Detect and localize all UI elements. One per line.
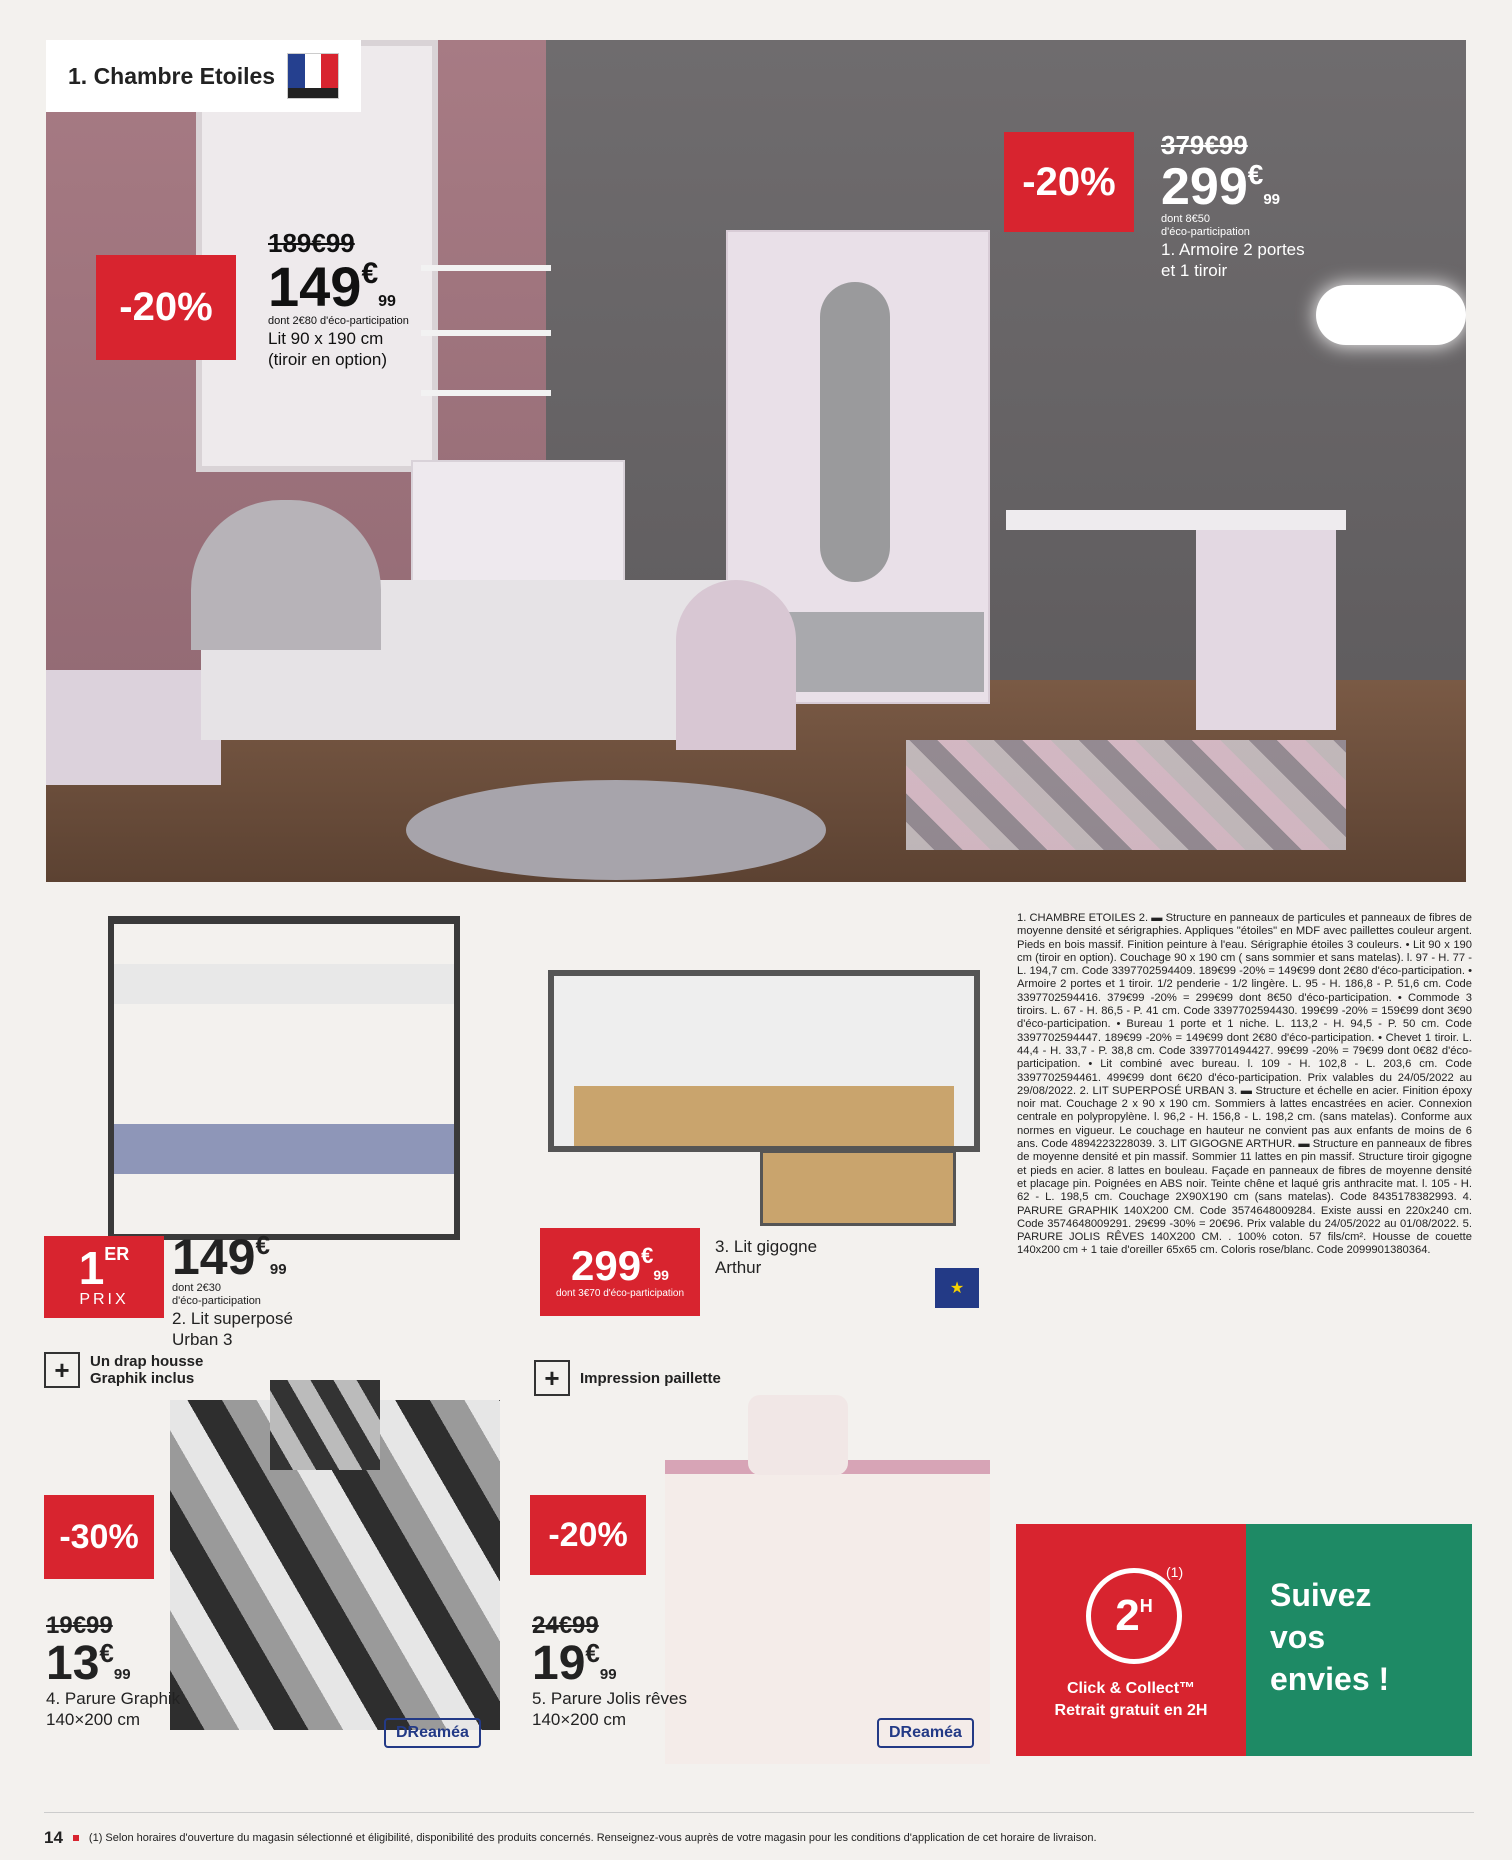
footer <box>44 1828 1097 1848</box>
plus-icon: + <box>534 1360 570 1396</box>
graphik-name: 4. Parure Graphik <box>46 1689 181 1708</box>
bunk-price-block <box>172 1229 293 1350</box>
bunk-bed-image <box>108 916 460 1240</box>
wardrobe-price-int: 299 <box>1161 158 1248 216</box>
graphik-price-block <box>46 1612 180 1730</box>
bunk-name: 2. Lit superposé <box>172 1309 293 1328</box>
first-price-badge <box>44 1236 164 1318</box>
france-flag-icon <box>287 53 339 99</box>
daybed-price <box>571 1241 669 1289</box>
wardrobe-price-block <box>1161 130 1305 281</box>
wardrobe-promo-badge: -20% <box>1004 132 1134 232</box>
bed-price-block <box>268 228 418 370</box>
stopwatch-hours: 2 <box>1115 1591 1140 1640</box>
section-title <box>46 40 361 112</box>
bed-promo-badge: -20% <box>96 255 236 360</box>
click-collect-panel[interactable] <box>1016 1524 1246 1756</box>
reves-price <box>532 1637 687 1690</box>
daybed-price-cur: € <box>641 1242 654 1268</box>
graphik-plus <box>44 1352 203 1388</box>
grey-rug <box>406 780 826 880</box>
shelf <box>421 330 551 336</box>
footer-divider <box>44 1812 1474 1813</box>
reves-old-price: 24€99 <box>532 1612 599 1639</box>
graphik-pillow-image <box>270 1380 380 1470</box>
graphik-price-int: 13 <box>46 1637 100 1690</box>
graphik-promo-badge: -30% <box>44 1495 154 1579</box>
footer-note: (1) Selon horaires d'ouverture du magasin sélectionné et éligibilité, disponibilité des produits concernés. Renseignez-vous auprès de votre magasin pour les conditions d'application de cet horaire de livraison. <box>88 1832 1097 1844</box>
bed-price-dec: 99 <box>378 293 396 310</box>
bunk-upper-mattress <box>114 964 454 1004</box>
footnote-ref: (1) <box>1166 1564 1184 1580</box>
graphik-price-cur: € <box>99 1638 114 1668</box>
graphik-plus-text <box>90 1353 203 1387</box>
reves-price-int: 19 <box>532 1637 586 1690</box>
bed-old-price: 189€99 <box>268 228 355 258</box>
graphik-plus-line1: Un drap housse <box>90 1353 204 1370</box>
bunk-price <box>172 1229 293 1285</box>
trundle-image <box>760 1150 956 1226</box>
nightstand <box>46 670 221 785</box>
click-collect-line2: Retrait gratuit en 2H <box>1054 1702 1208 1719</box>
first-price-badge-sup: ER <box>104 1244 130 1264</box>
bed-price-cur: € <box>361 257 379 290</box>
daybed-price-dec: 99 <box>653 1266 669 1283</box>
first-price-badge-number: 1 <box>78 1242 105 1294</box>
wardrobe-name: 1. Armoire 2 portes <box>1161 240 1305 259</box>
graphik-price <box>46 1637 180 1690</box>
section-title-text: 1. Chambre Etoiles <box>68 62 276 89</box>
wardrobe-price-dec: 99 <box>1263 191 1281 208</box>
plus-icon: + <box>44 1352 80 1388</box>
eu-flag-icon: ★ <box>935 1268 979 1308</box>
reves-pillow-image <box>748 1395 848 1475</box>
stopwatch-unit: H <box>1139 1595 1153 1616</box>
bed-footboard <box>676 580 796 750</box>
click-collect-line1: Click & Collect™ <box>1066 1680 1196 1697</box>
wardrobe-eco-2: d'éco-participation <box>1161 226 1250 238</box>
bed-price-int: 149 <box>268 255 362 318</box>
product-description: 1. CHAMBRE ETOILES 2. ▬ Structure en panneaux de particules et panneaux de fibres de moyenne densité et sérigraphies. Appliques "étoiles" en MDF avec paillettes couleur argent. Pieds en bois massif. Finition peinture à l'eau. Sérigraphie étoiles 3 couleurs. • Lit 90 x 190 cm (tiroir en option). Couchage 90 x 190 cm ( sans sommier et sans matelas). l. 97 - H. 77 - L. 194,7 cm. Code 3397702594409. 189€99 -20% = 149€99 dont 2€80 d'éco-participation. • Armoire 2 portes et 1 tiroir. 1/2 penderie - 1/2 lingère. L. 95 - H. 186,8 - P. 51,6 cm. Code 3397702594416. 379€99 -20% = 299€99 dont 8€50 d'éco-participation. • Commode 3 tiroirs. L. 67 - H. 86,5 - P. 41 cm. Code 3397702594430. 199€99 -20% = 159€99 dont 3€90 d'éco-participation. • Bureau 1 porte et 1 niche. L. 113,2 - H. 94,5 - P. 50 cm. Code 3397702594447. 189€99 -20% = 149€99 dont 2€80 d'éco-participation. • Chevet 1 tiroir. L. 44,4 - H. 33,7 - P. 38,8 cm. Code 3397701494427. 99€99 -20% = 79€99 dont 0€82 d'éco-participation. • Lit combiné avec bureau. l. 109 - H. 102,8 - L. 203,6 cm. Code 3397702594461. 499€99 dont 6€20 d'éco-participation. Prix valables du 24/05/2022 au 29/08/2022. 2. LIT SUPERPOSÉ URBAN 3. ▬ Structure et échelle en acier. Finition époxy noir mat. Couchage 2 x 90 x 190 cm. Sommiers à lattes encastrées en acier. Connexion centrale en polypropylène. l. 96,2 - H. 156,8 - L. 198,2 cm. (sans matelas). Conforme aux normes en vigueur. Le couchage en hauteur ne convient pas aux enfants de moins de 6 ans. Code 4894223228039. 3. LIT GIGOGNE ARTHUR. ▬ Structure en panneaux de fibres de moyenne densité et pin massif. Sommier 11 lattes en pin massif. Structure tiroir gigogne et pieds en acier. 8 lattes en bouleau. Façade en panneaux de fibres de moyenne densité et placage pin. Poignées en ABS noir. Teinte chêne et laqué gris anthracite mat. l. 105 - H. 62 - L. 198,5 cm. Couchage 2X90X190 cm (sans matelas). Code 8435178382993. 4. PARURE GRAPHIK 140X200 CM. Code 3574648009284. Existe aussi en 220x240 cm. Code 3574648009291. 29€99 -30% = 20€96. Prix valable du 24/05/2022 au 01/08/2022. 5. PARURE JOLIS RÊVES 140X200 CM. . 100% coton. 57 fils/cm². Housse de couette 140x200 cm + 1 taie d'oreiller 65x65 cm. Coloris rose/blanc. Code 2099901380364. <box>1017 912 1472 1257</box>
bunk-price-dec: 99 <box>269 1261 287 1278</box>
slogan-line3: envies ! <box>1270 1661 1390 1697</box>
bunk-lower-mattress <box>114 1124 454 1174</box>
reves-price-block <box>532 1612 687 1730</box>
daybed-price-badge <box>540 1228 700 1316</box>
reves-plus <box>534 1360 721 1396</box>
shelf <box>421 265 551 271</box>
reves-price-cur: € <box>585 1638 600 1668</box>
daybed-drawer <box>574 1086 954 1146</box>
wardrobe-price <box>1161 158 1305 216</box>
graphik-plus-line2: Graphik inclus <box>90 1370 195 1387</box>
bunk-eco-2: d'éco-participation <box>172 1295 261 1307</box>
page-number: 14 <box>44 1828 63 1847</box>
wardrobe-price-cur: € <box>1247 159 1264 190</box>
slogan-line1: Suivez <box>1270 1577 1372 1613</box>
desk-top <box>1006 510 1346 530</box>
daybed-price-int: 299 <box>571 1241 642 1289</box>
graphik-old-price: 19€99 <box>46 1612 113 1639</box>
daybed-name-2: Arthur <box>715 1258 762 1277</box>
stopwatch-icon <box>1086 1568 1182 1664</box>
slogan-panel <box>1246 1524 1472 1756</box>
dreamea-logo: DReaméa <box>384 1718 481 1748</box>
reves-promo-badge: -20% <box>530 1495 646 1575</box>
bunk-eco-1: dont 2€30 <box>172 1282 221 1294</box>
cloud-lamp <box>1316 285 1466 345</box>
bed-name-2: (tiroir en option) <box>268 350 388 369</box>
daybed-name: 3. Lit gigogne <box>715 1237 818 1256</box>
shelf <box>421 390 551 396</box>
daybed-name-block <box>715 1236 817 1278</box>
hero-photo <box>46 40 1466 882</box>
desk-unit <box>1196 530 1336 730</box>
triangle-rug <box>906 740 1346 850</box>
daybed-image <box>548 970 980 1152</box>
reves-size: 140×200 cm <box>532 1710 627 1729</box>
reves-price-dec: 99 <box>599 1666 617 1683</box>
wardrobe-name-2: et 1 tiroir <box>1161 261 1228 280</box>
reves-name: 5. Parure Jolis rêves <box>532 1689 687 1708</box>
graphik-size: 140×200 cm <box>46 1710 141 1729</box>
bed-price <box>268 255 418 318</box>
bunk-name-2: Urban 3 <box>172 1330 233 1349</box>
bed-eco: dont 2€80 d'éco-participation <box>268 315 409 327</box>
bunk-price-cur: € <box>255 1230 270 1260</box>
first-price-badge-label: PRIX <box>79 1291 129 1308</box>
dreamea-logo: DReaméa <box>877 1718 974 1748</box>
reves-plus-text: Impression paillette <box>580 1369 721 1387</box>
bed-name: Lit 90 x 190 cm <box>268 329 384 348</box>
slogan-line2: vos <box>1270 1619 1326 1655</box>
wardrobe-mirror <box>820 282 890 582</box>
wardrobe-eco-1: dont 8€50 <box>1161 213 1210 225</box>
bunk-price-int: 149 <box>172 1229 256 1285</box>
slogan <box>1270 1574 1389 1700</box>
graphik-price-dec: 99 <box>113 1666 131 1683</box>
footer-bullet-icon <box>73 1835 79 1841</box>
wardrobe-old-price: 379€99 <box>1161 130 1248 160</box>
daybed-eco: dont 3€70 d'éco-participation <box>555 1287 685 1299</box>
